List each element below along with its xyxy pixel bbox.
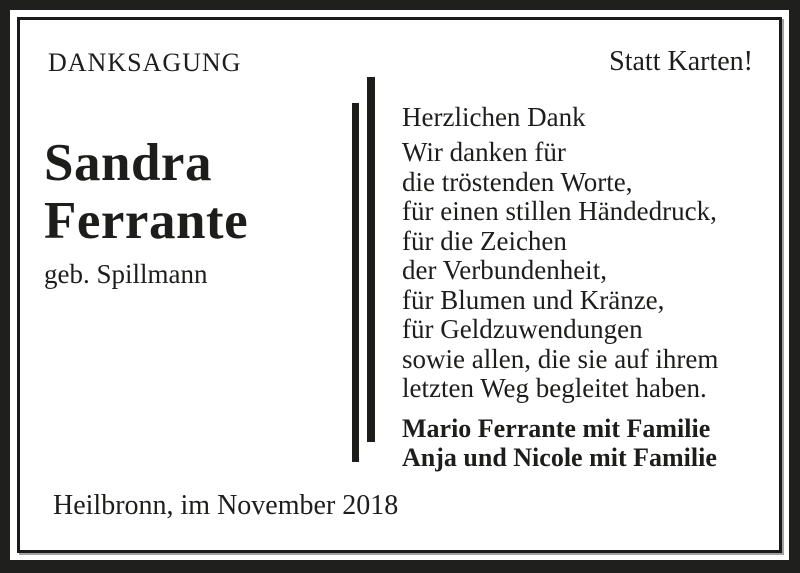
thanks-line: für einen stillen Händedruck, bbox=[402, 196, 717, 226]
deceased-first-name: Sandra bbox=[44, 134, 212, 192]
deceased-maiden-name: geb. Spillmann bbox=[44, 259, 208, 289]
thanks-line: sowie allen, die sie auf ihrem bbox=[402, 343, 719, 374]
thanks-line: für Blumen und Kränze, bbox=[402, 284, 665, 315]
thanks-line: der Verbundenheit, bbox=[402, 255, 607, 285]
thanks-line: letzten Weg begleitet haben. bbox=[402, 373, 707, 403]
thanks-text-block bbox=[402, 102, 767, 472]
divider-rule-right bbox=[367, 77, 375, 442]
deceased-name-block bbox=[44, 134, 248, 289]
obituary-thanks-card bbox=[17, 17, 782, 553]
divider-rule-left bbox=[352, 103, 359, 462]
thanks-line: für die Zeichen bbox=[402, 225, 567, 256]
deceased-last-name: Ferrante bbox=[44, 192, 249, 250]
thanks-line: Wir danken für bbox=[402, 137, 566, 167]
thanks-line: für Geldzuwendungen bbox=[402, 314, 643, 344]
thanks-line: die tröstenden Worte, bbox=[402, 166, 633, 197]
thanks-heading: Herzlichen Dank bbox=[402, 102, 586, 132]
notice-frame-gap bbox=[10, 10, 789, 560]
notice-type-heading: DANKSAGUNG bbox=[48, 48, 242, 77]
family-signatures bbox=[402, 414, 767, 472]
signature-line: Mario Ferrante mit Familie bbox=[402, 413, 711, 443]
statt-karten-note: Statt Karten! bbox=[609, 46, 753, 77]
signature-line: Anja und Nicole mit Familie bbox=[402, 442, 717, 472]
place-and-date: Heilbronn, im November 2018 bbox=[53, 490, 399, 521]
